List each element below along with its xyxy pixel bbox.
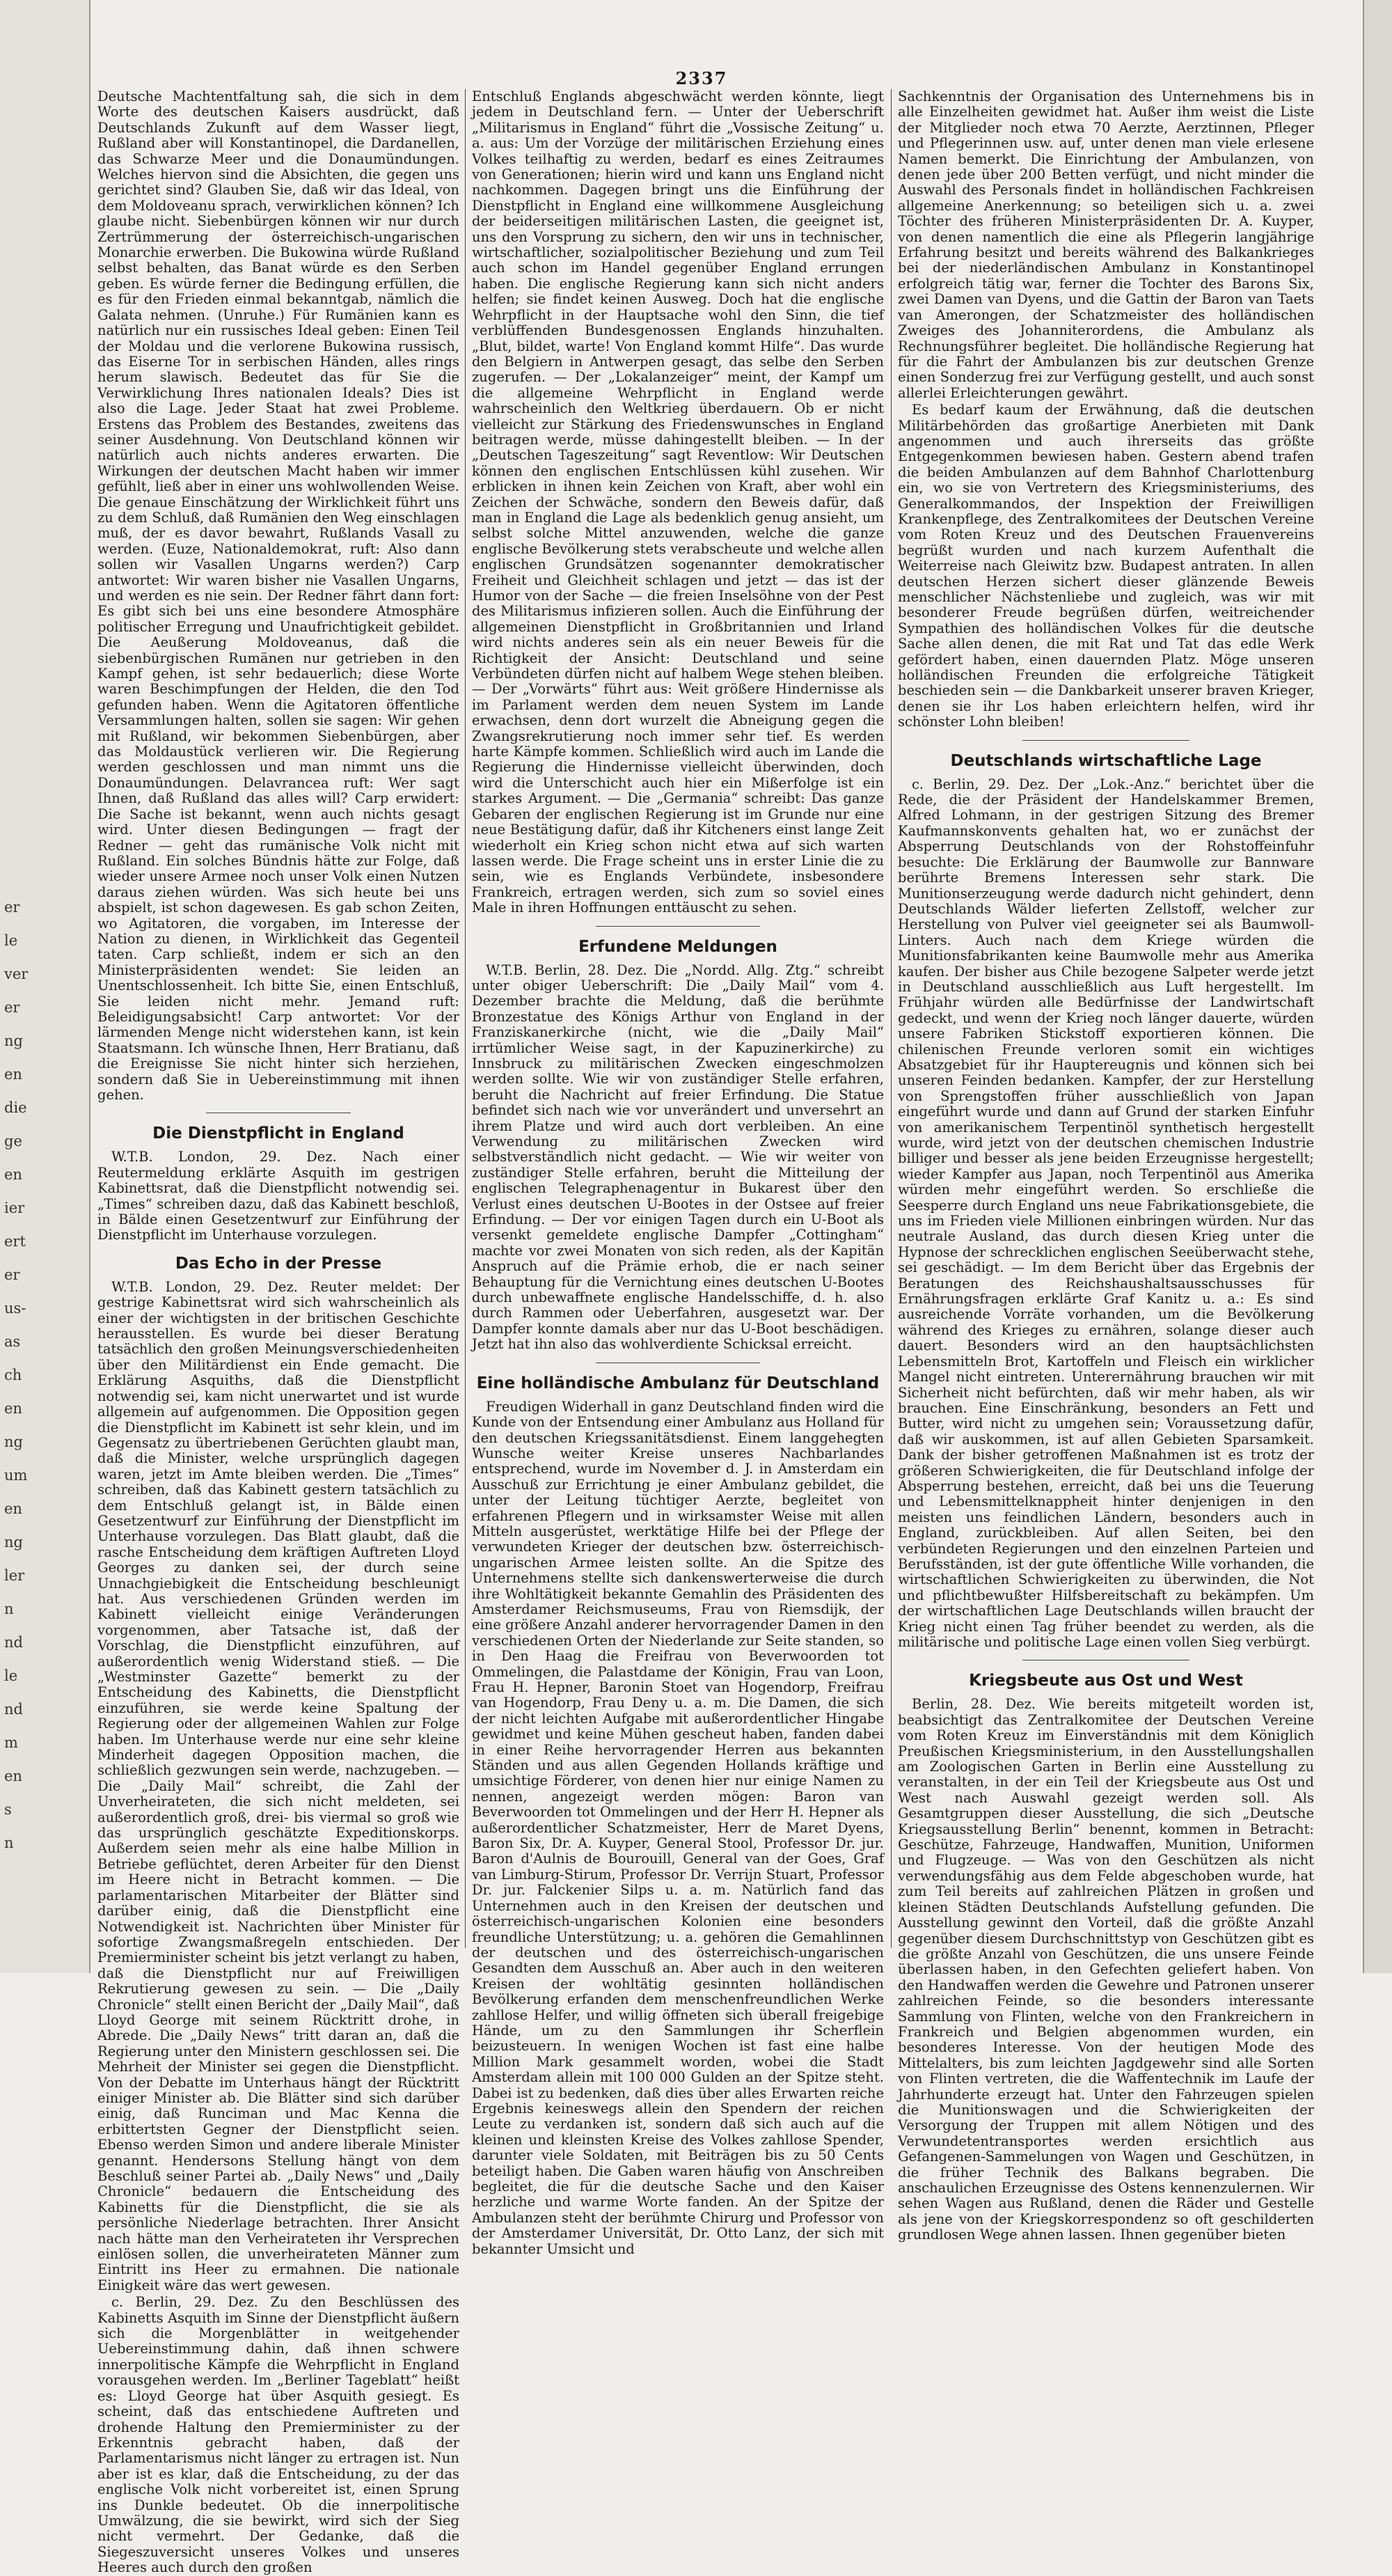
column-3 (898, 88, 1314, 2243)
headline: Erfundene Meldungen (578, 937, 777, 956)
article-paragraph: W.T.B. London, 29. Dez. Nach einer Reutermeldung erklärte Asquith im gestrigen Kabinettsrat, daß die Dienstpflicht notwendig sei. „Times“ schreiben dazu, daß das Kabinett beschloß, in Bälde einen Gesetzentwurf zur Einführung der Dienstpflicht im Unterhause vorzulegen. (97, 1149, 459, 1243)
margin-fragment: s (4, 1801, 12, 1818)
margin-fragment: n (4, 1835, 14, 1851)
previous-page-margin (0, 0, 90, 1973)
margin-fragment: en (4, 1400, 22, 1417)
page-number: 2337 (675, 68, 728, 88)
margin-fragment: le (4, 932, 18, 949)
headline: Das Echo in der Presse (175, 1254, 382, 1273)
margin-fragment: us- (4, 1300, 26, 1317)
margin-fragment: er (4, 999, 20, 1016)
article-paragraph: Es bedarf kaum der Erwähnung, daß die deutschen Militärbehörden das großartige Anerbieten mit Dank angenommen und auch ihrerseits das größte Entgegenkommen bewiesen haben. Gestern abend trafen die beiden Ambulanzen auf dem Bahnhof Charlottenburg ein, wo sie von Vertretern des Kriegsministeriums, des Generalkommandos, der Inspektion der Freiwilligen Krankenpflege, des Zentralkomitees der Deutschen Vereine vom Roten Kreuz und des Deutschen Frauenvereins begrüßt wurden und nach kurzem Aufenthalt die Weiterreise nach Gleiwitz bzw. Budapest antraten. In allen deutschen Herzen sichert dieser glänzende Beweis menschlicher Nächstenliebe und zugleich, was wir mit besonderer Freude begrüßen dürfen, weitreichender Sympathien des holländischen Volkes für die deutsche Sache allen denen, die mit Rat und Tat das edle Werk gefördert haben, einen dauernden Platz. Möge unseren holländischen Freunden die erfolgreiche Tätigkeit beschieden sein — die Dankbarkeit unserer braven Krieger, denen sie ihr Los haben erleichtern helfen, wird ihr schönster Lohn bleiben! (898, 402, 1314, 730)
headline: Die Dienstpflicht in England (152, 1124, 404, 1143)
margin-fragment: as (4, 1333, 21, 1350)
column-2 (472, 88, 884, 2257)
margin-fragment: nd (4, 1634, 23, 1651)
margin-fragment: er (4, 899, 20, 916)
margin-fragment: um (4, 1467, 28, 1484)
margin-fragment: en (4, 1166, 22, 1183)
separator (596, 926, 761, 927)
article-paragraph: W.T.B. Berlin, 28. Dez. Die „Nordd. Allg. Ztg.“ schreibt unter obiger Ueberschrift: Die „Daily Mail“ vom 4. Dezember brachte die Meldung, daß die berühmte Bronzestatue des Königs Arthur von England in der Franziskanerkirche (nicht, wie die „Daily Mail“ irrtümlicher Weise sagt, in der Kapuzinerkirche) zu Innsbruck zu militärischen Zwecken eingeschmolzen werden sollte. Wie wir von zuständiger Stelle erfahren, beruht die Nachricht auf freier Erfindung. Die Statue befindet sich nach wie vor unverändert und unversehrt an ihrem Platze und wird auch dort verbleiben. An eine Verwendung zu militärischen Zwecken wird selbstverständlich nicht gedacht. — Wie wir weiter von zuständiger Stelle erfahren, beruht die Mitteilung der englischen Telegraphenagentur in Bukarest über den Verlust eines deutschen U-Bootes in der Ostsee auf freier Erfindung. — Der vor einigen Tagen durch ein U-Boot als versenkt gemeldete englische Dampfer „Cottingham“ machte vor zwei Monaten von sich reden, als der Kapitän Anspruch auf die Prämie erhob, die er nach seiner Behauptung für die Vernichtung eines deutschen U-Bootes durch unbewaffnete englische Handelsschiffe, d. h. also durch Rammen oder Ueberfahren, ausgesetzt war. Der Dampfer konnte damals aber nur das U-Boot beschädigen. Jetzt hat ihn also das wohlverdiente Schicksal erreicht. (472, 961, 884, 1353)
headline: Eine holländische Ambulanz für Deutschland (476, 1374, 880, 1392)
article-paragraph: Entschluß Englands abgeschwächt werden könnte, liegt jedem in Deutschland fern. — Unter der Ueberschrift „Militarismus in England“ führt die „Vossische Zeitung“ u. a. aus: Um der Vorzüge der militärischen Erziehung eines Volkes teilhaftig zu werden, bedarf es eines Zeitraumes von Generationen; hierin wird und kann uns England nicht nachkommen. Dagegen bringt uns die Einführung der Dienstpflicht in England eine willkommene Ausgleichung der beiderseitigen militärischen Lasten, die geeignet ist, uns den Vorsprung zu sichern, den wir uns in technischer, wirtschaftlicher, sozialpolitischer Beziehung und zum Teil auch schon im Handel gegenüber England errungen haben. Die englische Regierung kann sich nicht anders helfen; sie findet keinen Ausweg. Doch hat die englische Wehrpflicht in der Hauptsache wohl den Sinn, die tief verblüffenden Bundesgenossen Englands hinzuhalten. „Blut, bildet, warte! Von England kommt Hilfe“. Das wurde den Belgiern in Antwerpen gesagt, das selbe den Serben zugerufen. — Der „Lokalanzeiger“ meint, der Kampf um die allgemeine Wehrpflicht in England werde wahrscheinlich den Weltkrieg überdauern. Ob er nicht vielleicht zur Stärkung des Friedenswunsches in England beitragen werde, müsse dahingestellt bleiben. — In der „Deutschen Tageszeitung“ sagt Reventlow: Wir Deutschen können den englischen Entschlüssen kühl zusehen. Wir erblicken in ihnen kein Zeichen von Kraft, aber wohl ein Zeichen der Schwäche, sondern den Beweis dafür, daß man in England die Lage als bedenklich genug ansieht, um selbst solche Mittel anzuwenden, welche die ganze englische Bevölkerung stets verabscheute und welche allen englischen Grundsätzen sogenannter demokratischer Freiheit und Gleichheit schlagen und jetzt — das ist der Humor von der Sache — die freien Inselsöhne von der Pest des Militarismus infizieren sollen. Auch die Einführung der allgemeinen Dienstpflicht in Großbritannien und Irland wird nichts anderes sein als ein neuer Beweis für die Richtigkeit der Ansicht: Deutschland und seine Verbündeten dürfen nicht auf halbem Wege stehen bleiben. — Der „Vorwärts“ führt aus: Weit größere Hindernisse als im Parlament werden dem neuen System im Lande erwachsen, denn dort wurzelt die Abneigung gegen die Zwangsrekrutierung noch immer sehr tief. Es werden harte Kämpfe kommen. Schließlich wird auch im Lande die Regierung die Hindernisse vielleicht überwinden, doch wird die Unterschicht auch hier ein Mißerfolge ist ein starkes Argument. — Die „Germania“ schreibt: Das ganze Gebaren der englischen Regierung ist im Grunde nur eine neue Bestätigung dafür, daß ihr Kitcheners einst lange Zeit wiederholt ein Krieg schon nicht etwa auf sich warten lassen werde. Die Frage scheint uns in erster Linie die zu sein, wie es Englands Verbündete, insbesondere Frankreich, ertragen werden, sich zum so soviel eines Male in ihren Hoffnungen enttäuscht zu sehen. (472, 88, 884, 916)
margin-fragment: n (4, 1601, 14, 1617)
article-paragraph: c. Berlin, 29. Dez. Zu den Beschlüssen des Kabinetts Asquith im Sinne der Dienstpflicht äußern sich die Morgenblätter in weitgehender Uebereinstimmung dahin, daß ihnen schwere innerpolitische Kämpfe die Wehrpflicht in England vorausgehen werden. Im „Berliner Tageblatt“ heißt es: Lloyd George hat über Asquith gesiegt. Es scheint, daß das entschiedene Auftreten und drohende Haltung den Premierminister zu der Erkenntnis gebracht haben, daß der Parlamentarismus nicht länger zu ertragen ist. Nun aber ist es klar, daß die Entscheidung, zu der das englische Volk nicht vorbereitet ist, einen Sprung ins Dunkle bedeutet. Ob die innerpolitische Umwälzung, die sie bewirkt, wird sich der Sieg nicht vermehrt. Der Gedanke, daß die Siegeszuversicht unseres Volkes und unseres Heeres auch durch den großen (97, 2294, 459, 2576)
margin-fragment: ier (4, 1200, 25, 1216)
column-rule (891, 89, 892, 1948)
margin-fragment: die (4, 1099, 27, 1116)
column-rule (465, 89, 466, 1948)
margin-fragment: en (4, 1768, 22, 1784)
headline: Kriegsbeute aus Ost und West (969, 1672, 1243, 1690)
margin-fragment: m (4, 1734, 18, 1751)
margin-fragment: le (4, 1667, 18, 1684)
column-1 (97, 88, 459, 2576)
separator (1022, 740, 1189, 741)
article-paragraph: Sachkenntnis der Organisation des Unternehmens bis in alle Einzelheiten gewidmet hat. Außer ihm weist die Liste der Mitglieder noch etwa 70 Aerzte, Aerztinnen, Pfleger und Pflegerinnen usw. auf, unter denen man viele erlesene Namen bemerkt. Die Einrichtung der Ambulanzen, von denen jede über 200 Betten verfügt, und nicht minder die Auswahl des Personals findet in holländischen Fachkreisen allgemeine Anerkennung; so beteiligen sich u. a. zwei Töchter des früheren Ministerpräsidenten Dr. A. Kuyper, von denen namentlich die eine als Pflegerin langjährige Erfahrung besitzt und bereits während des Balkankrieges bei der niederländischen Ambulanz in Konstantinopel erfolgreich tätig war, ferner die Tochter des Barons Six, zwei Damen van Dyens, und die Gattin der Baron van Taets van Amerongen, der Schatzmeister des holländischen Zweiges des Johanniterordens, die Ambulanz als Rechnungsführer begleitet. Die holländische Regierung hat für die Fahrt der Ambulanzen bis zur deutschen Grenze einen Sonderzug frei zur Verfügung gestellt, und auch sonst allerlei Erleichterungen gewährt. (898, 88, 1314, 401)
page-edge (1363, 0, 1392, 1973)
margin-fragment: ng (4, 1534, 23, 1550)
margin-fragment: er (4, 1266, 20, 1283)
article-paragraph: c. Berlin, 29. Dez. Der „Lok.-Anz.“ berichtet über die Rede, die der Präsident der Handelskammer Bremen, Alfred Lohmann, in der gestrigen Sitzung des Bremer Kaufmannskonvents gehalten hat, wo er zunächst der Absperrung Deutschlands von der Rohstoffeinfuhr besuchte: Die Erklärung der Baumwolle zur Bannware berührte Bremens Interessen sehr stark. Die Munitionserzeugung werde dadurch nicht gehindert, denn Deutschlands Wälder lieferten Zellstoff, welcher zur Herstellung von Pulver viel geeigneter sei als Baumwoll-Linters. Auch nach dem Kriege würden die Munitionsfabrikanten keine Baumwolle mehr aus Amerika kaufen. Der bisher aus Chile bezogene Salpeter werde jetzt in Deutschland ausschließlich aus Luft hergestellt. Im Frühjahr würden alle Bedürfnisse der Landwirtschaft gedeckt, und wenn der Krieg noch länger dauerte, würden unsere Fabriken Stickstoff exportieren können. Die chilenischen Freunde verloren somit ein wichtiges Absatzgebiet für ihr Hauptereugnis und können sich bei unseren Feinden bedanken. Kampfer, der zur Herstellung von Sprengstoffen früher ausschließlich von Japan eingeführt wurde und dann auf Grund der starken Einfuhr von amerikanischem Terpentinöl synthetisch hergestellt wurde, wird jetzt von der deutschen chemischen Industrie billiger und besser als jene beiden Erzeugnisse hergestellt; wieder Kampfer aus Japan, noch Terpentinöl aus Amerika würden mehr eingeführt werden. So erschließe die Seesperre durch England uns neue Fabrikationsgebiete, die uns im Frieden viele Millionen einbringen würden. Nur das neutrale Ausland, das durch diesen Krieg unter die Hypnose der schrecklichen englischen Seeüberwacht stehe, sei geschädigt. — Im dem Bericht über das Ergebnis der Beratungen des Reichshaushaltsausschusses für Ernährungsfragen erklärte Graf Kanitz u. a.: Es sind ausreichende Vorräte vorhanden, um die Bevölkerung während des Krieges zu ernähren, solange dieser auch dauert. Besonders wird an den hauptsächlichsten Lebensmitteln Brot, Kartoffeln und Fleisch ein wirklicher Mangel nicht eintreten. Unterernährung brauchen wir mit Sicherheit nicht befürchten, daß wir mehr haben, als wir brauchen. Eine Einschränkung, besonders an Fett und Butter, wird nicht zu umgehen sein; Voraussetzung dafür, daß wir auskommen, ist auf allen Gebieten Sparsamkeit. Dank der bisher getroffenen Maßnahmen ist es trotz der größeren Schwierigkeiten, die für Deutschland infolge der Absperrung bestehen, erreicht, daß bei uns die Teuerung und Lebensmittelknappheit hinter denjenigen in den meisten uns feindlichen Ländern, besonders auch in England, zurückbleiben. Auf allen Seiten, bei den verbündeten Regierungen und den einzelnen Parteien und Berufsständen, ist der gute öffentliche Wille vorhanden, die wirtschaftlichen Schwierigkeiten zu überwinden, die Not und pflichtbewußter Hilfsbereitschaft zu bekämpfen. Um der wirtschaftlichen Lage Deutschlands willen braucht der Krieg nicht einen Tag früher beendet zu werden, als die militärische und politische Lage einen vollen Sieg verbürgt. (898, 776, 1314, 1650)
margin-fragment: ng (4, 1032, 23, 1049)
margin-fragment: ng (4, 1434, 23, 1450)
margin-fragment: ler (4, 1567, 25, 1584)
article-paragraph: Berlin, 28. Dez. Wie bereits mitgeteilt worden ist, beabsichtigt das Zentralkomitee der Deutschen Vereine vom Roten Kreuz im Einverständnis mit dem Königlich Preußischen Kriegsministerium, in den Ausstellungshallen am Zoologischen Garten in Berlin eine Ausstellung zu veranstalten, in der ein Teil der Kriegsbeute aus Ost und West nach Auswahl gezeigt werden soll. Als Gesamtgruppen dieser Ausstellung, die sich „Deutsche Kriegsausstellung Berlin“ benennt, kommen in Betracht: Geschütze, Fahrzeuge, Handwaffen, Munition, Uniformen und Flugzeuge. — Was von den Geschützen als nicht verwendungsfähig aus dem Felde abgeschoben wurde, hat zum Teil bereits auf zahlreichen Plätzen in großen und kleinen Städten Deutschlands Aufstellung gefunden. Die Ausstellung gewinnt den Vorteil, daß die größte Anzahl gegenüber diesem Durchschnittstyp von Geschützen gibt es die größte Anzahl von Geschützen, die uns unsere Feinde überlassen haben, in den Gefechten geliefert haben. Von den Handwaffen werden die Gewehre und Patronen unserer zahlreichen Feinde, so die besonders interessante Sammlung von Flinten, welche von den Frankreichern in Frankreich und Belgien abgenommen wurden, ein besonderes Interesse. Von der heutigen Mode des Mittelalters, bis zum leichten Jagdgewehr sind alle Sorten von Flinten vertreten, die die Waffentechnik im Laufe der Jahrhunderte erzeugt hat. Unter den Fahrzeugen spielen die Munitionswagen und die Schwierigkeiten der Versorgung der Truppen mit allem Nötigen und des Verwundetentransportes werden ersichtlich aus Gefangenen-Sammelungen von Wagen und Geschützen, in die früher Technik des Balkans begraben. Die anschaulichen Erzeugnisse des Ostens kennenzulernen. Wir sehen Wagen aus Rußland, denen die Räder und Gestelle als jene von der Kriegskorrespondenz so oft geschilderten grundlosen Wege ahnen lassen. Ihnen gegenüber bieten (898, 1696, 1314, 2243)
headline: Deutschlands wirtschaftliche Lage (950, 751, 1262, 770)
margin-fragment: ver (4, 966, 29, 982)
article-paragraph: Freudigen Widerhall in ganz Deutschland finden wird die Kunde von der Entsendung einer Ambulanz aus Holland für den deutschen Kriegssanitätsdienst. Einem langgehegten Wunsche weiter Kreise unseres Nachbarlandes entsprechend, wurde im November d. J. in Amsterdam ein Ausschuß zur Errichtung je einer Ambulanz gebildet, die unter der Leitung tüchtiger Aerzte, begleitet von erfahrenen Pflegern und in wirksamster Weise mit allen Mitteln ausgerüstet, werktätige Hilfe bei der Pflege der verwundeten Krieger der deutschen bzw. österreichisch-ungarischen Armee leisten sollte. An die Spitze des Unternehmens stellte sich dankenswerterweise die durch ihre Wohltätigkeit bekannte Gemahlin des Präsidenten des Amsterdamer Reichsmuseums, Frau von Riemsdijk, der eine größere Anzahl anderer hervorragender Damen in den verschiedenen Orten der Niederlande zur Seite standen, so in Den Haag die Freifrau von Beverwoorden tot Ommelingen, die Palastdame der Königin, Frau van Loon, Frau H. Hepner, Baronin Stoet van Hogendorp, Freifrau van Hogendorp, Frau Deny u. a. m. Die Damen, die sich der nicht leichten Aufgabe mit außerordentlicher Hingabe gewidmet und keine Mühen gescheut haben, fanden dabei in einer Reihe hervorragender Herren aus bekannten Ständen und aus allen Gegenden Hollands kräftige und umsichtige Förderer, von denen hier nur einige Namen zu nennen, angezeigt werden mögen: Baron van Beverwoorden tot Ommelingen und der Herr H. Hepner als außerordentlicher Schatzmeister, Herr de Maret Dyens, Baron Six, Dr. A. Kuyper, General Stool, Professor Dr. jur. Baron d'Aulnis de Bourouill, General van der Goes, Graf van Limburg-Stirum, Professor Dr. Verrijn Stuart, Professor Dr. jur. Falckenier Silps u. a. m. Natürlich fand das Unternehmen auch in den Kreisen der deutschen und österreichisch-ungarischen Kolonien eine besonders freundliche Unterstützung; u. a. gehören die Gemahlinnen der deutschen und des österreichisch-ungarischen Gesandten dem Ausschuß an. Aber auch in den weiteren Kreisen der wohltätig gesinnten holländischen Bevölkerung erfanden dem menschenfreundlichen Werke zahllose Helfer, und willig öffneten sich überall freigebige Hände, um zu den Sammlungen ihr Scherflein beizusteuern. In wenigen Wochen ist fast eine halbe Million Mark gesammelt worden, wobei die Stadt Amsterdam allein mit 100 000 Gulden an der Spitze steht. Dabei ist zu bedenken, daß dies über alles Erwarten reiche Ergebnis keineswegs allein den Spendern der reichen Leute zu verdanken ist, sondern daß sich auch auf die kleinen und kleinsten Kreise des Volkes zahllose Spender, darunter viele Soldaten, mit Beiträgen bis zu 50 Cents beteiligt haben. Die Gaben waren häufig von Anschreiben begleitet, die für die deutsche Sache und den Kaiser herzliche und warme Worte fanden. An der Spitze der Ambulanzen steht der berühmte Chirurg und Professor von der Amsterdamer Universität, Dr. Otto Lanz, der sich mit bekannter Umsicht und (472, 1398, 884, 2257)
article-paragraph: Deutsche Machtentfaltung sah, die sich in dem Worte des deutschen Kaisers ausdrückt, daß Deutschlands Zukunft auf dem Wasser liegt, Rußland aber will Konstantinopel, die Dardanellen, das Schwarze Meer und die Donaumündungen. Welches hiervon sind die Absichten, die gegen uns gerichtet sind? Glauben Sie, daß wir das Ideal, von dem Moldoveanu sprach, verwirklichen können? Ich glaube nicht. Siebenbürgen können wir nur durch Zertrümmerung der österreichisch-ungarischen Monarchie erwerben. Die Bukowina würde Rußland selbst behalten, das Banat würde es den Serben geben. Es würde ferner die Bedingung erfüllen, die es für den Frieden einmal bekanntgab, nämlich die Galata nehmen. (Unruhe.) Für Rumänien kann es natürlich nur ein russisches Ideal geben: Einen Teil der Moldau und die verlorene Bukowina russisch, das Eiserne Tor in serbischen Händen, alles rings herum slawisch. Bedeutet das für Sie die Verwirklichung Ihres nationalen Ideals? Dies ist also die Lage. Jeder Staat hat zwei Probleme. Erstens das Problem des Bestandes, zweitens das seiner Ausdehnung. Von Deutschland können wir natürlich auch nichts anderes erwarten. Die Wirkungen der deutschen Macht haben wir immer gefühlt, ließ aber in einer uns wohlwollenden Weise. Die genaue Einschätzung der Wirklichkeit führt uns zu dem Schluß, daß Rumänien den Weg einschlagen muß, der es davor bewahrt, Rußlands Vasall zu werden. (Euze, Nationaldemokrat, ruft: Also dann sollen wir Vasallen Ungarns werden?) Carp antwortet: Wir waren bisher nie Vasallen Ungarns, und werden es nie sein. Der Redner fährt dann fort: Es gibt sich bei uns eine besondere Atmosphäre politischer Erregung und Unaufrichtigkeit gebildet. Die Aeußerung Moldoveanus, daß die siebenbürgischen Rumänen nur getrieben in den Kampf gehen, ist sehr bedauerlich; diese Worte waren Beschimpfungen der Helden, die den Tod gefunden haben. Wenn die Agitatoren öffentliche Versammlungen halten, sollen sie sagen: Wir gehen mit Rußland, wir bekommen Siebenbürgen, aber das Moldaustück verlieren wir. Die Regierung werden geschlossen und man nimmt uns die Donaumündungen. Delavrancea ruft: Wer sagt Ihnen, daß Rußland das alles will? Carp erwidert: Die Sache ist bekannt, wenn auch nichts gesagt wird. Unter diesen Bedingungen — fragt der Redner — geht das rumänische Volk nicht mit Rußland. Ein solches Bündnis hätte zur Folge, daß wieder unsere Armee noch unser Volk einen Nutzen daraus ziehen würden. Was sich heute bei uns abspielt, ist schon dagewesen. Es gab schon Zeiten, wo Agitatoren, die vorgaben, im Interesse der Nation zu dienen, in Wirklichkeit das Gegenteil taten. Carp schließt, indem er sich an den Ministerpräsidenten wendet: Sie leiden an Unentschlossenheit. Ich bitte Sie, einen Entschluß, Sie leiden nicht mehr. Jemand ruft: Beleidigungsabsicht! Carp antwortet: Vor der lärmenden Menge nicht widerstehen kann, ist kein Staatsmann. Ich wünsche Ihnen, Herr Bratianu, daß die Ereignisse Sie nicht hinter sich herziehen, sondern daß Sie in Uebereinstimmung mit ihnen gehen. (97, 88, 459, 1103)
article-paragraph: W.T.B. London, 29. Dez. Reuter meldet: Der gestrige Kabinettsrat wird sich wahrscheinlich als einer der wichtigsten in der britischen Geschichte herausstellen. Es wurde bei dieser Beratung tatsächlich den großen Meinungsverschiedenheiten über den Militärdienst ein Ende gemacht. Die Erklärung Asquiths, daß die Dienstpflicht notwendig sei, kam nicht unerwartet und ist wurde allgemein auf aufgenommen. Die Opposition gegen die Dienstpflicht im Kabinett ist sehr klein, und im Gegensatz zu übertriebenen Gerüchten glaubt man, daß die Minister, welche ursprünglich dagegen waren, jetzt im Amte bleiben werden. Die „Times“ schreiben, daß das Kabinett gestern tatsächlich zu dem Entschluß gelangt ist, in Bälde einen Gesetzentwurf zur Einführung der Dienstpflicht im Unterhause vorzulegen. Das Blatt glaubt, daß die rasche Entscheidung dem kräftigen Auftreten Lloyd Georges zu danken sei, der durch seine Unnachgiebigkeit die Entscheidung beschleunigt hat. Aus verschiedenen Gründen werden im Kabinett vielleicht einige Veränderungen vorgenommen, aber Tatsache ist, daß der Vorschlag, die Dienstpflicht einzuführen, auf außerordentlich wenig Widerstand stieß. — Die „Westminster Gazette“ bemerkt zu der Entscheidung des Kabinetts, die Dienstpflicht einzuführen, sie werde keine Spaltung der Regierung oder der allgemeinen Wahlen zur Folge haben. Im Unterhause werde nur eine sehr kleine Minderheit dagegen Opposition machen, die schließlich gezwungen sein werde, nachzugeben. — Die „Daily Mail“ schreibt, die Zahl der Unverheirateten, die sich nicht meldeten, sei außerordentlich groß, drei- bis viermal so groß wie das ursprünglich geschätzte Expeditionskorps. Außerdem seien mehr als eine halbe Million in Betriebe geflüchtet, deren Arbeiter für den Dienst im Heere nicht in Betracht kommen. — Die parlamentarischen Mitarbeiter der Blätter sind darüber einig, daß die Dienstpflicht eine Notwendigkeit ist. Nachrichten über Minister für sofortige Zwangsmaßregeln entschieden. Der Premierminister scheint bis jetzt verlangt zu haben, daß die Dienstpflicht nur auf Freiwilligen Rekrutierung gewesen zu sein. — Die „Daily Chronicle“ stellt einen Bericht der „Daily Mail“, daß Lloyd George mit seinem Rücktritt drohe, in Abrede. Die „Daily News“ tritt daran an, daß die Regierung unter den Ministern geschlossen sei. Die Mehrheit der Minister sei gegen die Dienstpflicht. Von der Debatte im Unterhaus hängt der Rücktritt einiger Minister ab. Die Blätter sind sich darüber einig, daß Runciman und Mac Kenna die erbittertsten Gegner der Dienstpflicht seien. Ebenso werden Simon und andere liberale Minister genannt. Hendersons Stellung hängt von dem Beschluß seiner Partei ab. „Daily News“ und „Daily Chronicle“ bedauern die Entscheidung des Kabinetts für die Dienstpflicht, die sie als persönliche Niederlage betrachten. Ihrer Ansicht nach hätte man den Verheirateten ihr Versprechen einlösen sollen, die unverheirateten Männer zum Eintritt ins Heer zu ermahnen. Die nationale Einigkeit wäre das wert gewesen. (97, 1278, 459, 2293)
margin-fragment: ch (4, 1367, 22, 1383)
margin-fragment: en (4, 1066, 22, 1083)
margin-fragment: ge (4, 1133, 22, 1149)
margin-fragment: en (4, 1500, 22, 1517)
separator (596, 1362, 761, 1363)
margin-fragment: nd (4, 1701, 23, 1718)
margin-fragment: ert (4, 1233, 26, 1250)
